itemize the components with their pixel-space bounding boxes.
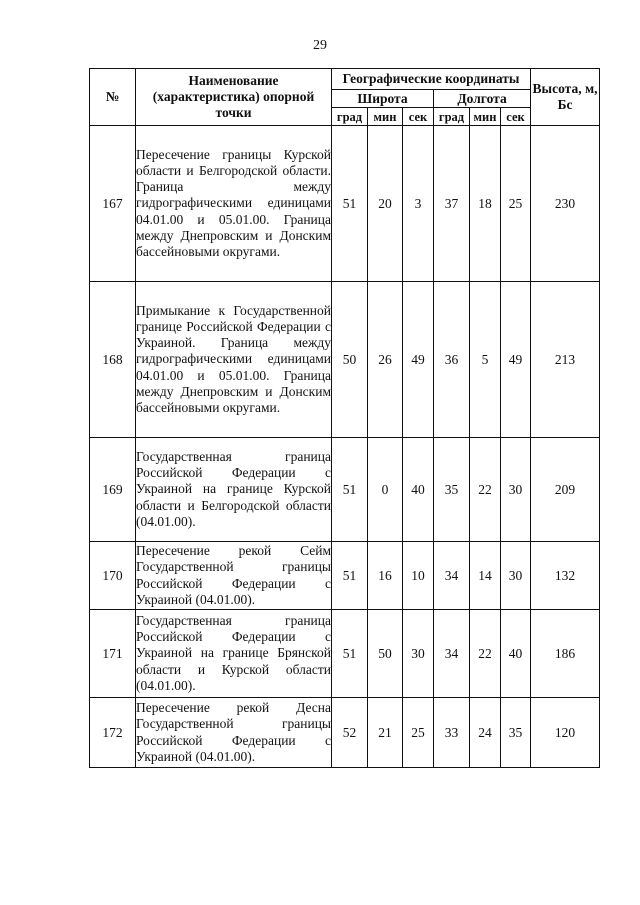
page-number: 29 [313, 38, 327, 53]
lon-sec: 40 [501, 610, 531, 698]
lon-deg: 34 [434, 610, 470, 698]
header-lat-min: мин [368, 108, 403, 126]
height-value: 209 [531, 438, 600, 542]
row-description: Пересечение рекой Десна Государственной границы Российской Федерации с Украиной (04.01.00). [136, 698, 332, 768]
height-value: 132 [531, 542, 600, 610]
header-geo-coordinates: Географические координаты [332, 69, 531, 90]
table-row [90, 542, 600, 610]
table-row [90, 698, 600, 768]
height-value: 230 [531, 126, 600, 282]
height-value: 213 [531, 282, 600, 438]
lon-min: 24 [470, 698, 501, 768]
height-value: 120 [531, 698, 600, 768]
table-row [90, 282, 600, 438]
row-description: Государственная граница Российской Федерации с Украиной на границе Курской области и Белгородской области (04.01.00). [136, 438, 332, 542]
table-row [90, 610, 600, 698]
lat-sec: 10 [403, 542, 434, 610]
lat-min: 20 [368, 126, 403, 282]
lat-deg: 51 [332, 542, 368, 610]
lon-sec: 30 [501, 542, 531, 610]
row-number: 168 [90, 282, 136, 438]
table-row [90, 438, 600, 542]
lat-deg: 51 [332, 438, 368, 542]
lon-deg: 34 [434, 542, 470, 610]
lat-sec: 49 [403, 282, 434, 438]
lat-min: 0 [368, 438, 403, 542]
header-lon-deg: град [434, 108, 470, 126]
lat-sec: 30 [403, 610, 434, 698]
header-lon-sec: сек [501, 108, 531, 126]
lat-sec: 40 [403, 438, 434, 542]
header-latitude: Широта [332, 90, 434, 108]
row-number: 169 [90, 438, 136, 542]
lon-sec: 25 [501, 126, 531, 282]
lon-min: 22 [470, 438, 501, 542]
row-number: 172 [90, 698, 136, 768]
lon-min: 14 [470, 542, 501, 610]
lat-deg: 51 [332, 126, 368, 282]
lon-deg: 33 [434, 698, 470, 768]
lat-sec: 25 [403, 698, 434, 768]
row-number: 167 [90, 126, 136, 282]
lat-min: 16 [368, 542, 403, 610]
lat-deg: 52 [332, 698, 368, 768]
lon-sec: 49 [501, 282, 531, 438]
row-description: Государственная граница Российской Федерации с Украиной на границе Брянской области и Курской области (04.01.00). [136, 610, 332, 698]
lon-min: 22 [470, 610, 501, 698]
header-lon-min: мин [470, 108, 501, 126]
lat-sec: 3 [403, 126, 434, 282]
lon-min: 5 [470, 282, 501, 438]
lat-min: 50 [368, 610, 403, 698]
header-name: Наименование (характеристика) опорной точки [136, 69, 332, 126]
lon-sec: 30 [501, 438, 531, 542]
row-number: 171 [90, 610, 136, 698]
lon-min: 18 [470, 126, 501, 282]
lat-deg: 51 [332, 610, 368, 698]
row-description: Пересечение рекой Сейм Государственной границы Российской Федерации с Украиной (04.01.00). [136, 542, 332, 610]
header-height: Высота, м, Бс [531, 69, 600, 126]
row-description: Пересечение границы Курской области и Белгородской области. Граница между гидрографическими единицами 04.01.00 и 05.01.00. Граница между Днепровским и Донским бассейновыми округами. [136, 126, 332, 282]
lon-sec: 35 [501, 698, 531, 768]
lat-deg: 50 [332, 282, 368, 438]
header-lat-sec: сек [403, 108, 434, 126]
row-description: Примыкание к Государственной границе Российской Федерации с Украиной. Граница между гидрографическими единицами 04.01.00 и 05.01.00. Граница между Днепровским и Донским бассейновыми округами. [136, 282, 332, 438]
header-lat-deg: град [332, 108, 368, 126]
lat-min: 26 [368, 282, 403, 438]
row-number: 170 [90, 542, 136, 610]
table-row [90, 126, 600, 282]
lon-deg: 35 [434, 438, 470, 542]
height-value: 186 [531, 610, 600, 698]
header-number: № [90, 69, 136, 126]
lon-deg: 36 [434, 282, 470, 438]
lat-min: 21 [368, 698, 403, 768]
coordinates-table [89, 68, 600, 768]
header-longitude: Долгота [434, 90, 531, 108]
lon-deg: 37 [434, 126, 470, 282]
